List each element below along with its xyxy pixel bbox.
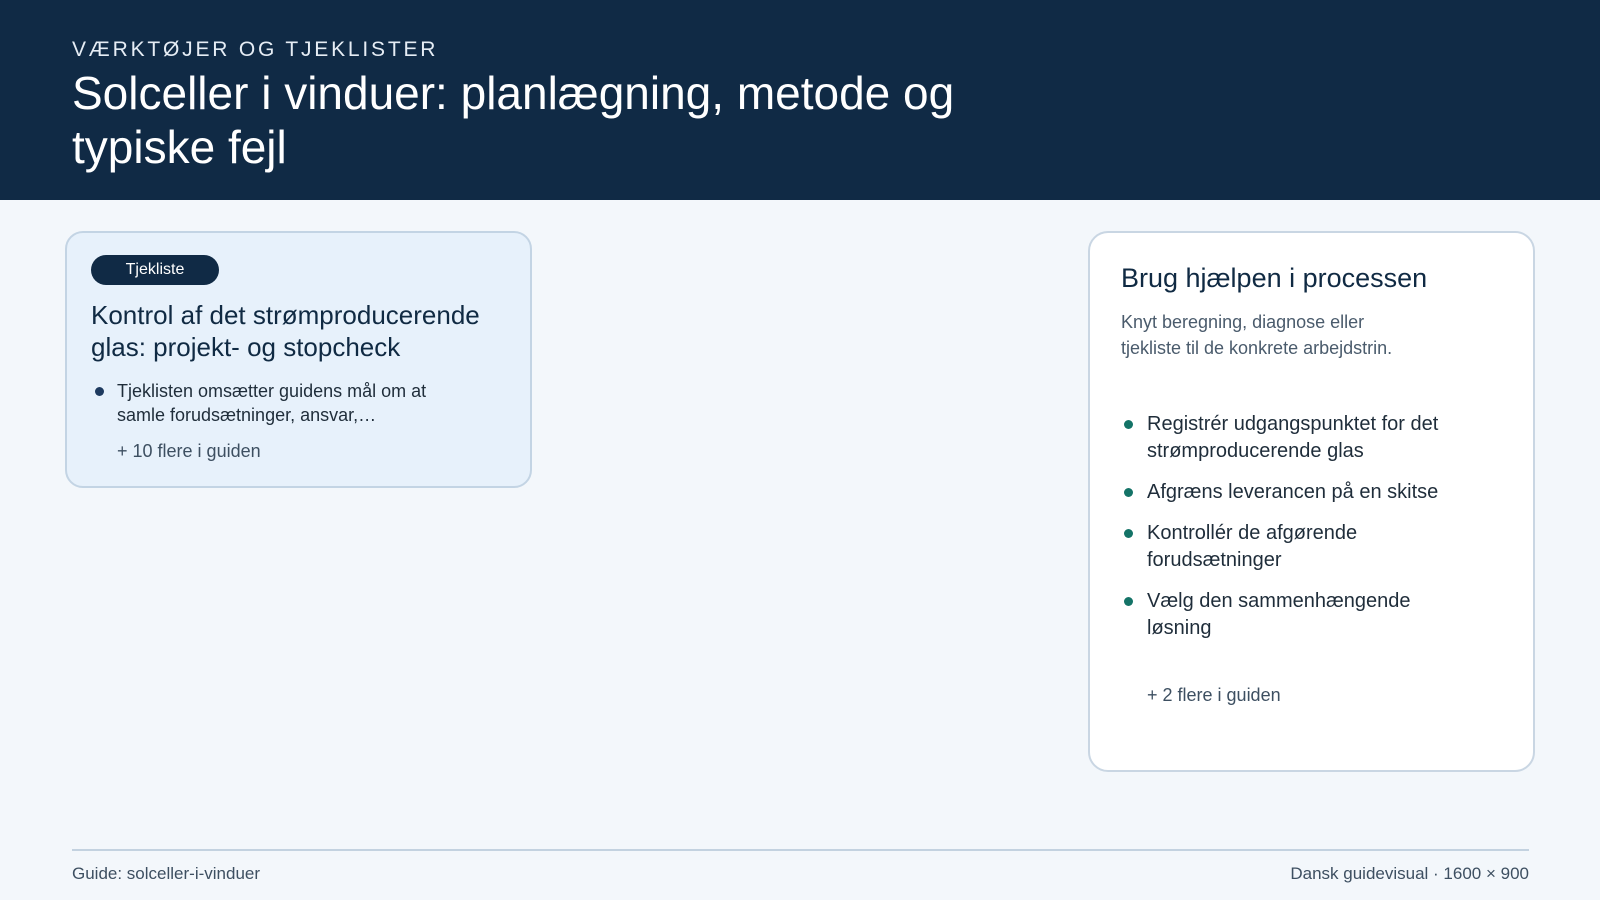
section-eyebrow: VÆRKTØJER OG TJEKLISTER: [72, 38, 439, 61]
list-item-text: Registrér udgangspunktet for det strømproducerende glas: [1147, 413, 1439, 462]
footer-divider: [72, 849, 1529, 851]
checklist-card[interactable]: [65, 231, 532, 488]
page-title: Solceller i vinduer: planlægning, metode og typiske fejl: [72, 67, 955, 173]
help-card: [1088, 231, 1535, 772]
list-item-text: Afgræns leverancen på en skitse: [1147, 481, 1439, 503]
list-item-text: Kontrollér de afgørende forudsætninger: [1147, 522, 1358, 571]
more-link[interactable]: + 10 flere i guiden: [117, 441, 261, 461]
checklist-card-title: Kontrol af det strømproducerende glas: projekt- og stopcheck: [91, 300, 480, 362]
list-item-text: Tjeklisten omsætter guidens mål om at samle forudsætninger, ansvar,…: [117, 381, 427, 425]
checklist-items: [91, 379, 451, 427]
list-item: [1121, 479, 1441, 506]
help-steps: [1121, 411, 1441, 656]
list-item-text: Vælg den sammenhængende løsning: [1147, 590, 1411, 639]
list-item: [1121, 520, 1441, 574]
bullet-icon: [1124, 488, 1133, 497]
list-item: [1121, 411, 1441, 465]
list-item: [1121, 588, 1441, 642]
bullet-icon: [1124, 420, 1133, 429]
help-card-description: Knyt beregning, diagnose eller tjekliste til de konkrete arbejdstrin.: [1121, 312, 1393, 358]
more-link[interactable]: + 2 flere i guiden: [1147, 685, 1281, 705]
checklist-badge: Tjekliste: [91, 255, 219, 285]
list-item: [91, 379, 451, 427]
help-card-title: Brug hjælpen i processen: [1121, 263, 1428, 293]
bullet-icon: [95, 387, 104, 396]
header-banner: [0, 0, 1600, 200]
bullet-icon: [1124, 597, 1133, 606]
footer-guide-label: Guide: solceller-i-vinduer: [72, 864, 261, 883]
bullet-icon: [1124, 529, 1133, 538]
footer-meta: Dansk guidevisual · 1600 × 900: [1290, 864, 1529, 883]
